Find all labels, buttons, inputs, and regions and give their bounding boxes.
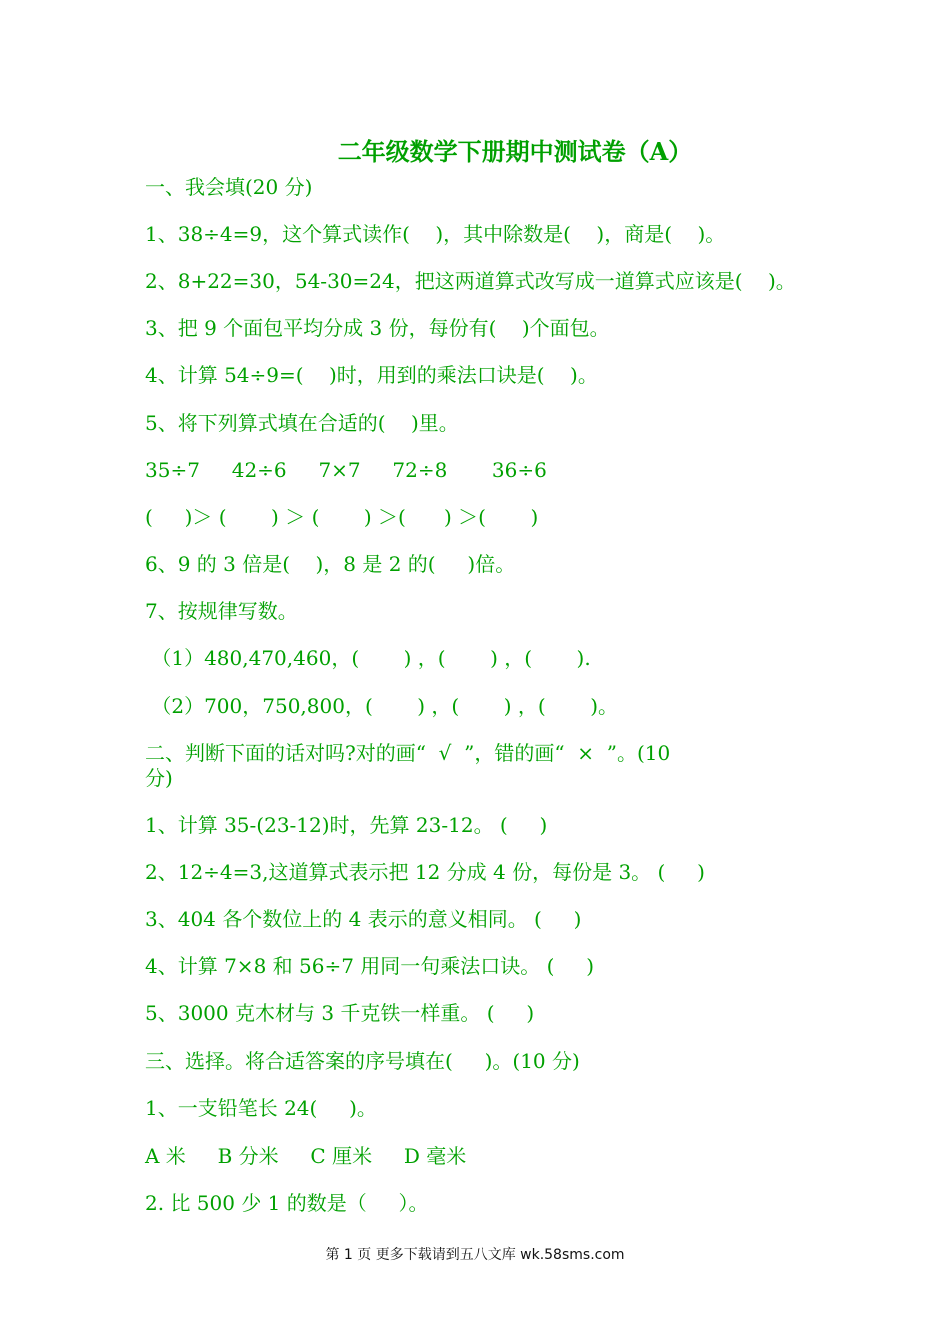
question-line: 1、计算 35-(23-12)时，先算 23-12。 ( ) bbox=[145, 813, 548, 837]
question-line: 4、计算 7×8 和 56÷7 用同一句乘法口诀。 ( ) bbox=[145, 954, 595, 978]
question-line: 3、把 9 个面包平均分成 3 份，每份有( )个面包。 bbox=[145, 316, 610, 340]
question-line: 4、计算 54÷9=( )时，用到的乘法口诀是( )。 bbox=[145, 363, 598, 387]
section-heading: 二、判断下面的话对吗?对的画“ √ ”，错的画“ × ”。(10 bbox=[145, 741, 671, 765]
answer-options: A 米 B 分米 C 厘米 D 毫米 bbox=[145, 1144, 467, 1168]
section-heading: 一、我会填(20 分) bbox=[145, 175, 313, 199]
section-heading: 三、选择。将合适答案的序号填在( )。(10 分) bbox=[145, 1049, 580, 1073]
question-line: 1、一支铅笔长 24( )。 bbox=[145, 1096, 377, 1120]
question-line: 6、9 的 3 倍是( )，8 是 2 的( )倍。 bbox=[145, 552, 516, 576]
question-line: 1、38÷4=9，这个算式读作( )，其中除数是( )，商是( )。 bbox=[145, 222, 726, 246]
comparison-blanks: ( )＞ ( ) ＞ ( ) ＞( ) ＞( ) bbox=[145, 505, 539, 529]
question-line: 5、3000 克木材与 3 千克铁一样重。 ( ) bbox=[145, 1001, 535, 1025]
question-line: 2. 比 500 少 1 的数是（ ）。 bbox=[145, 1191, 429, 1215]
question-line: 5、将下列算式填在合适的( )里。 bbox=[145, 411, 459, 435]
question-line: 7、按规律写数。 bbox=[145, 599, 298, 623]
question-line: 3、404 各个数位上的 4 表示的意义相同。 ( ) bbox=[145, 907, 582, 931]
page-footer: 第 1 页 更多下载请到五八文库 wk.58sms.com bbox=[325, 1247, 625, 1263]
sequence-line: （2）700，750,800，( ) ，( ) ，( )。 bbox=[145, 694, 618, 718]
question-line: 2、8+22=30，54-30=24，把这两道算式改写成一道算式应该是( )。 bbox=[145, 269, 796, 293]
section-heading-continued: 分) bbox=[145, 766, 173, 790]
document-title: 二年级数学下册期中测试卷（A） bbox=[337, 137, 693, 166]
expression-list: 35÷7 42÷6 7×7 72÷8 36÷6 bbox=[145, 458, 547, 482]
question-line: 2、12÷4=3,这道算式表示把 12 分成 4 份，每份是 3。 ( ) bbox=[145, 860, 705, 884]
sequence-line: （1）480,470,460，( ) ，( ) ，( ). bbox=[145, 646, 591, 670]
